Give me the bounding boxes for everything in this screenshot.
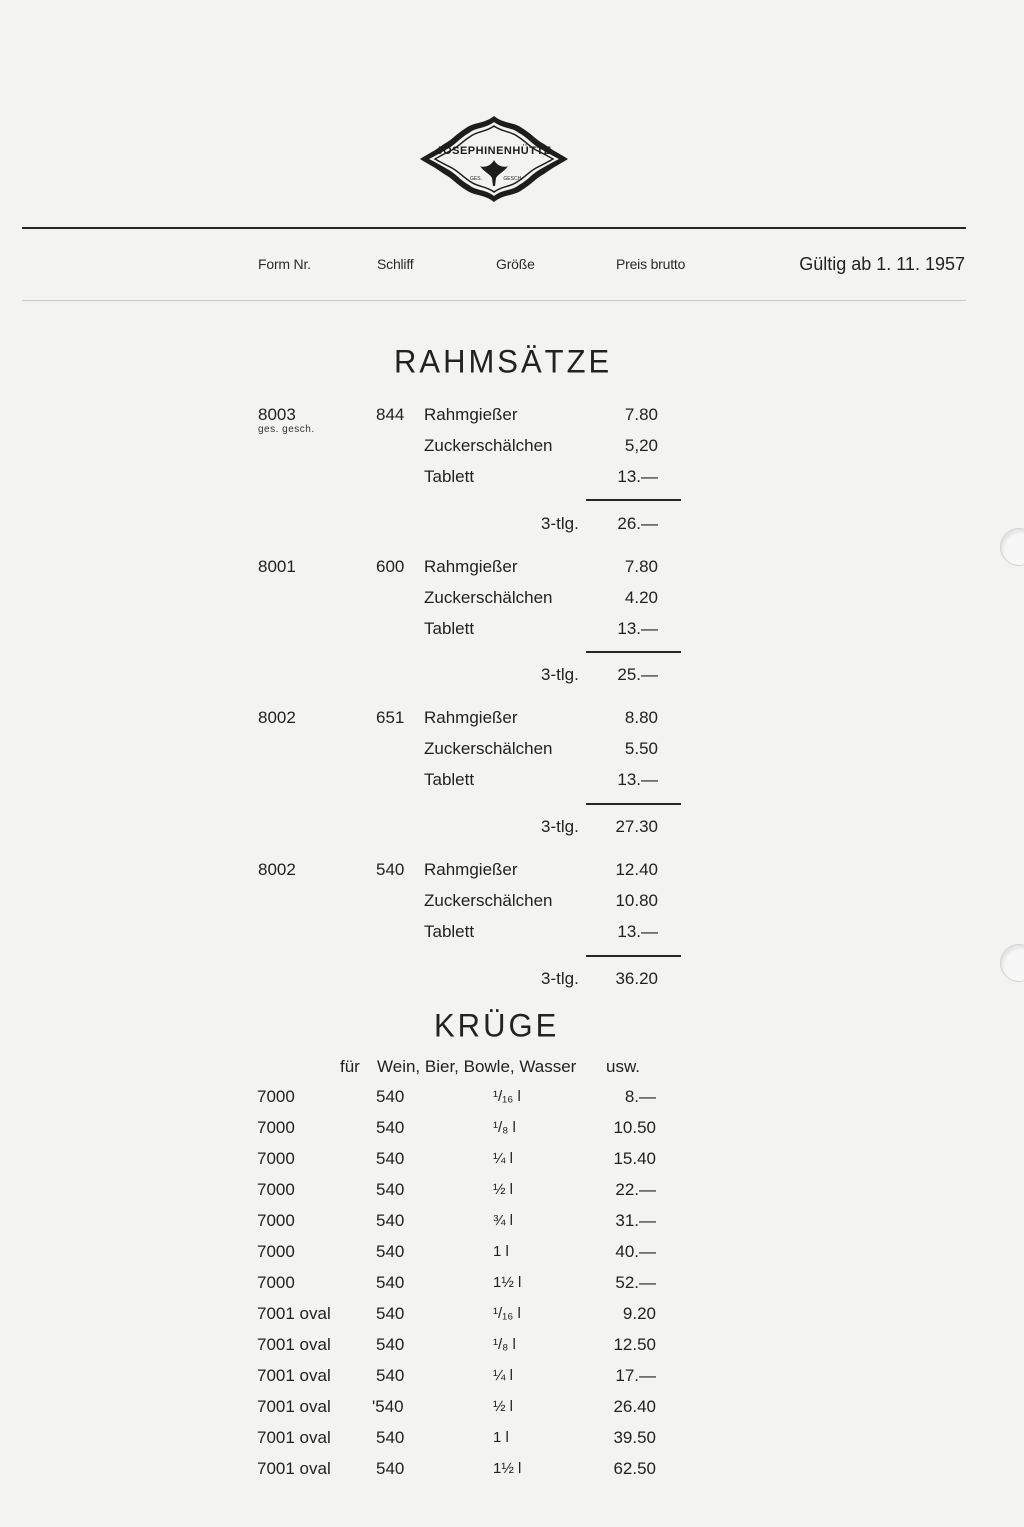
price: 9.20 [622,1304,656,1323]
svg-text:GESCH.: GESCH. [503,176,523,182]
schliff-number: 540 [376,1180,405,1199]
price: 62.50 [613,1459,656,1478]
punch-hole [1000,528,1024,566]
item-name: Zuckerschälchen [424,588,553,607]
schliff-number: 540 [376,1428,405,1447]
form-number: 7001 oval [257,1304,331,1323]
header-rule [22,227,966,229]
form-number: 7001 oval [257,1366,331,1385]
subtitle-prefix: für [340,1057,360,1076]
column-header-form-nr: Form Nr. [258,256,311,272]
item-name: Tablett [424,619,475,638]
section-title-kruege: KRÜGE [434,1007,560,1044]
price: 10.50 [613,1118,656,1137]
item-price: 8.80 [624,708,658,727]
price: 12.50 [613,1335,656,1354]
form-number: 7000 [257,1273,295,1292]
price: 8.— [624,1087,656,1106]
item-price: 13.— [617,467,658,486]
item-price: 10.80 [615,891,658,910]
schliff-number: 540 [376,1118,405,1137]
schliff-number: 540 [376,860,405,879]
price: 22.— [615,1180,656,1199]
schliff-number: 540 [376,1242,405,1261]
form-number: 7000 [257,1087,295,1106]
size: 1 l [493,1243,509,1260]
price: 39.50 [613,1428,656,1447]
schliff-number: 540 [376,1366,405,1385]
svg-text:JOSEPHINENHÜTTE: JOSEPHINENHÜTTE [436,145,552,157]
size: ¹/₈ l [493,1119,516,1136]
schliff-number: '540 [372,1397,404,1416]
size: 1 l [493,1429,509,1446]
punch-hole [1000,944,1024,982]
sum-rule [586,651,681,653]
size: ¹/₁₆ l [493,1088,521,1105]
size: ¹/₈ l [493,1336,516,1353]
item-price: 13.— [617,770,658,789]
sum-rule [586,955,681,957]
form-number: 7000 [257,1180,295,1199]
form-number: 8002 [258,708,296,727]
item-name: Rahmgießer [424,860,518,879]
price: 17.— [615,1366,656,1385]
total-price: 36.20 [615,969,658,988]
form-number: 7000 [257,1118,295,1137]
total-label: 3-tlg. [541,665,579,684]
column-header-schliff: Schliff [377,256,414,272]
price: 31.— [615,1211,656,1230]
column-header-groesse: Größe [496,256,535,272]
flower-emblem-icon [418,114,570,204]
form-number: 7001 oval [257,1335,331,1354]
subtitle-suffix: usw. [606,1057,641,1076]
form-number: 8001 [258,557,296,576]
josephinenhuette-logo [418,114,570,204]
schliff-number: 540 [376,1304,405,1323]
sum-rule [586,803,681,805]
price: 52.— [615,1273,656,1292]
size: 1½ l [493,1460,522,1477]
item-name: Tablett [424,467,475,486]
header-subrule [22,300,966,301]
schliff-number: 540 [376,1459,405,1478]
price: 26.40 [613,1397,656,1416]
item-price: 5.50 [624,739,658,758]
total-label: 3-tlg. [541,969,579,988]
price: 40.— [615,1242,656,1261]
form-number: 7000 [257,1242,295,1261]
item-name: Tablett [424,770,475,789]
size: ½ l [493,1181,514,1198]
form-number: 8002 [258,860,296,879]
form-number: 7001 oval [257,1459,331,1478]
item-price: 13.— [617,619,658,638]
total-price: 26.— [617,514,658,533]
item-price: 7.80 [624,405,658,424]
size: 1½ l [493,1274,522,1291]
schliff-number: 540 [376,1087,405,1106]
item-price: 4.20 [624,588,658,607]
total-label: 3-tlg. [541,817,579,836]
item-price: 12.40 [615,860,658,879]
size: ¼ l [493,1150,514,1167]
item-price: 5,20 [624,436,658,455]
size: ¹/₁₆ l [493,1305,521,1322]
total-price: 25.— [617,665,658,684]
form-number: 8003 [258,405,296,424]
item-name: Zuckerschälchen [424,739,553,758]
size: ¾ l [493,1212,514,1229]
schliff-number: 540 [376,1335,405,1354]
protection-note: ges. gesch. [258,424,315,435]
column-header-preis-brutto: Preis brutto [616,256,686,272]
form-number: 7001 oval [257,1397,331,1416]
item-name: Tablett [424,922,475,941]
valid-from-date: Gültig ab 1. 11. 1957 [799,254,965,274]
svg-text:GES.: GES. [470,176,482,182]
schliff-number: 540 [376,1149,405,1168]
sum-rule [586,499,681,501]
schliff-number: 540 [376,1211,405,1230]
item-name: Rahmgießer [424,557,518,576]
total-label: 3-tlg. [541,514,579,533]
price: 15.40 [613,1149,656,1168]
item-name: Zuckerschälchen [424,436,553,455]
item-price: 7.80 [624,557,658,576]
item-price: 13.— [617,922,658,941]
total-price: 27.30 [615,817,658,836]
size: ¼ l [493,1367,514,1384]
schliff-number: 540 [376,1273,405,1292]
form-number: 7000 [257,1211,295,1230]
section-title-rahmsaetze: RAHMSÄTZE [394,343,613,380]
schliff-number: 600 [376,557,405,576]
size: ½ l [493,1398,514,1415]
form-number: 7001 oval [257,1428,331,1447]
form-number: 7000 [257,1149,295,1168]
item-name: Rahmgießer [424,405,518,424]
schliff-number: 651 [376,708,405,727]
item-name: Zuckerschälchen [424,891,553,910]
item-name: Rahmgießer [424,708,518,727]
subtitle-beverages: Wein, Bier, Bowle, Wasser [377,1057,577,1076]
schliff-number: 844 [376,405,405,424]
